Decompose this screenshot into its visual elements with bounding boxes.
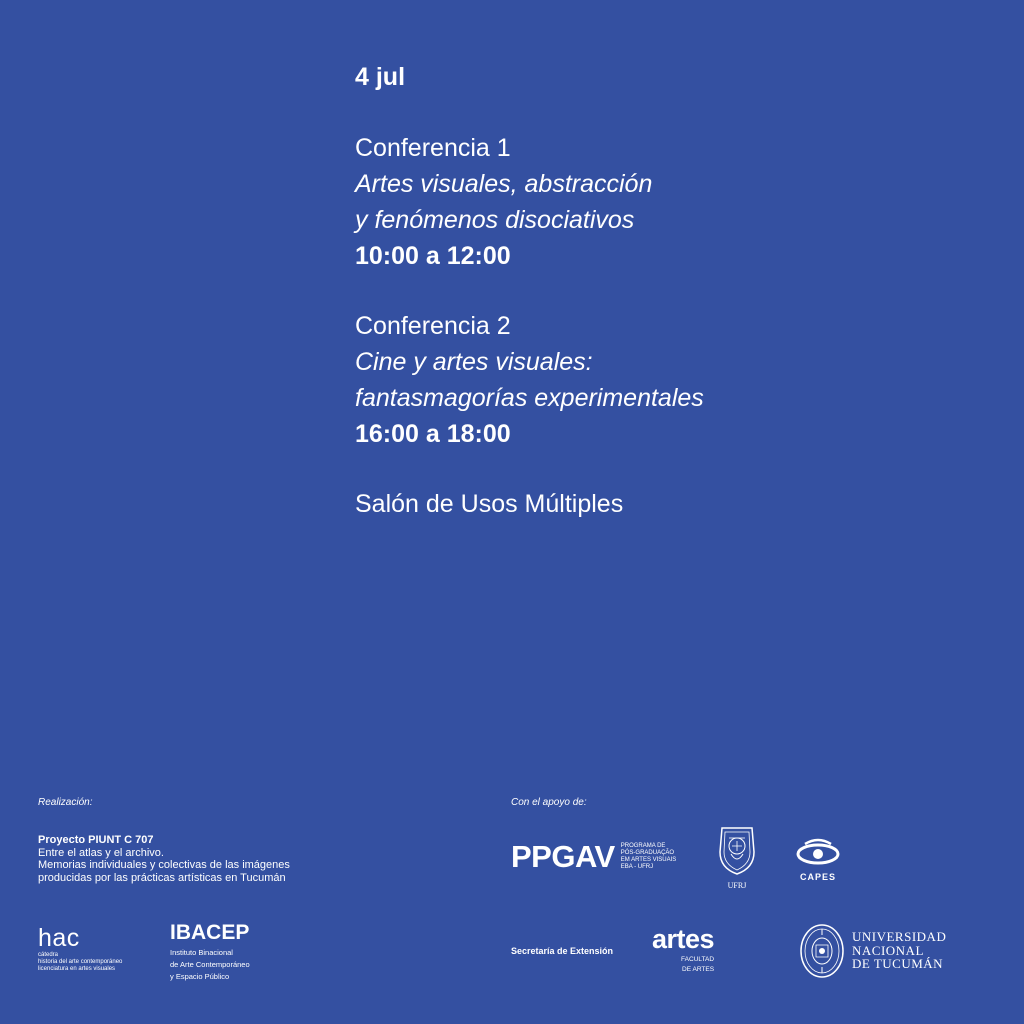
ufrj-emblem-icon [714,824,760,876]
artes-logo [652,924,714,973]
conference-1-subtitle-line1: Artes visuales, abstracción [355,170,653,198]
ibacep-line2: de Arte Contemporáneo [170,960,250,969]
ppgav-line1: PROGRAMA DE [620,843,666,849]
hac-line3: licenciatura en artes visuales [38,966,116,972]
conference-1 [355,130,995,274]
ppgav-caption [615,843,677,871]
artes-name: artes [652,924,715,954]
conference-2-title: Conferencia 2 [355,312,511,340]
ibacep-line3: y Espacio Público [170,972,230,981]
hac-line2: historia del arte contemporáneo [38,959,123,965]
capes-label: CAPES [799,872,836,882]
project-line3: producidas por las prácticas artísticas en Tucumán [38,871,286,884]
ppgav-name: PPGAV [511,839,615,874]
ppgav-line4: EBA - UFRJ [620,864,654,870]
ibacep-name: IBACEP [170,921,250,944]
unt-line1: UNIVERSIDAD [852,929,947,944]
project-line1: Entre el atlas y el archivo. [38,846,164,859]
project-line2: Memorias individuales y colectivas de las imágenes [38,859,290,871]
conference-2-time: 16:00 a 18:00 [355,420,511,448]
realizacion-label: Realización: [38,797,93,808]
unt-seal-icon [799,923,845,979]
event-details [355,58,995,522]
conference-2-subtitle-line1: Cine y artes visuales: [355,348,593,376]
project-info [38,834,338,884]
event-venue: Salón de Usos Múltiples [355,490,624,518]
artes-line2: DE ARTES [682,965,715,973]
conference-1-title: Conferencia 1 [355,134,511,162]
project-title: Proyecto PIUNT C 707 [38,834,154,846]
ibacep-line1: Instituto Binacional [170,948,233,957]
secretaria-extension: Secretaría de Extensión [511,946,614,956]
hac-name: hac [38,924,80,952]
hac-logo [38,924,122,973]
artes-line1: FACULTAD [681,956,715,963]
event-date: 4 jul [355,63,406,91]
ufrj-logo [712,824,762,890]
conference-2 [355,308,995,452]
ppgav-logo [511,840,676,874]
conference-1-time: 10:00 a 12:00 [355,242,511,270]
hac-line1: cátedra [38,952,59,958]
ppgav-line2: PÓS-GRADUAÇÃO [620,850,675,856]
capes-symbol-icon [795,838,841,866]
ufrj-label: UFRJ [727,881,747,890]
ppgav-line3: EM ARTES VISUAIS [620,857,677,863]
unt-line2: NACIONAL [852,942,924,958]
apoyo-label: Con el apoyo de: [511,797,587,808]
conference-1-subtitle-line2: y fenómenos disociativos [355,206,635,234]
unt-name [852,930,946,971]
conference-2-subtitle-line2: fantasmagorías experimentales [355,384,704,412]
capes-logo [794,838,842,882]
ibacep-logo [170,921,250,981]
unt-line3: DE TUCUMÁN [852,956,944,971]
